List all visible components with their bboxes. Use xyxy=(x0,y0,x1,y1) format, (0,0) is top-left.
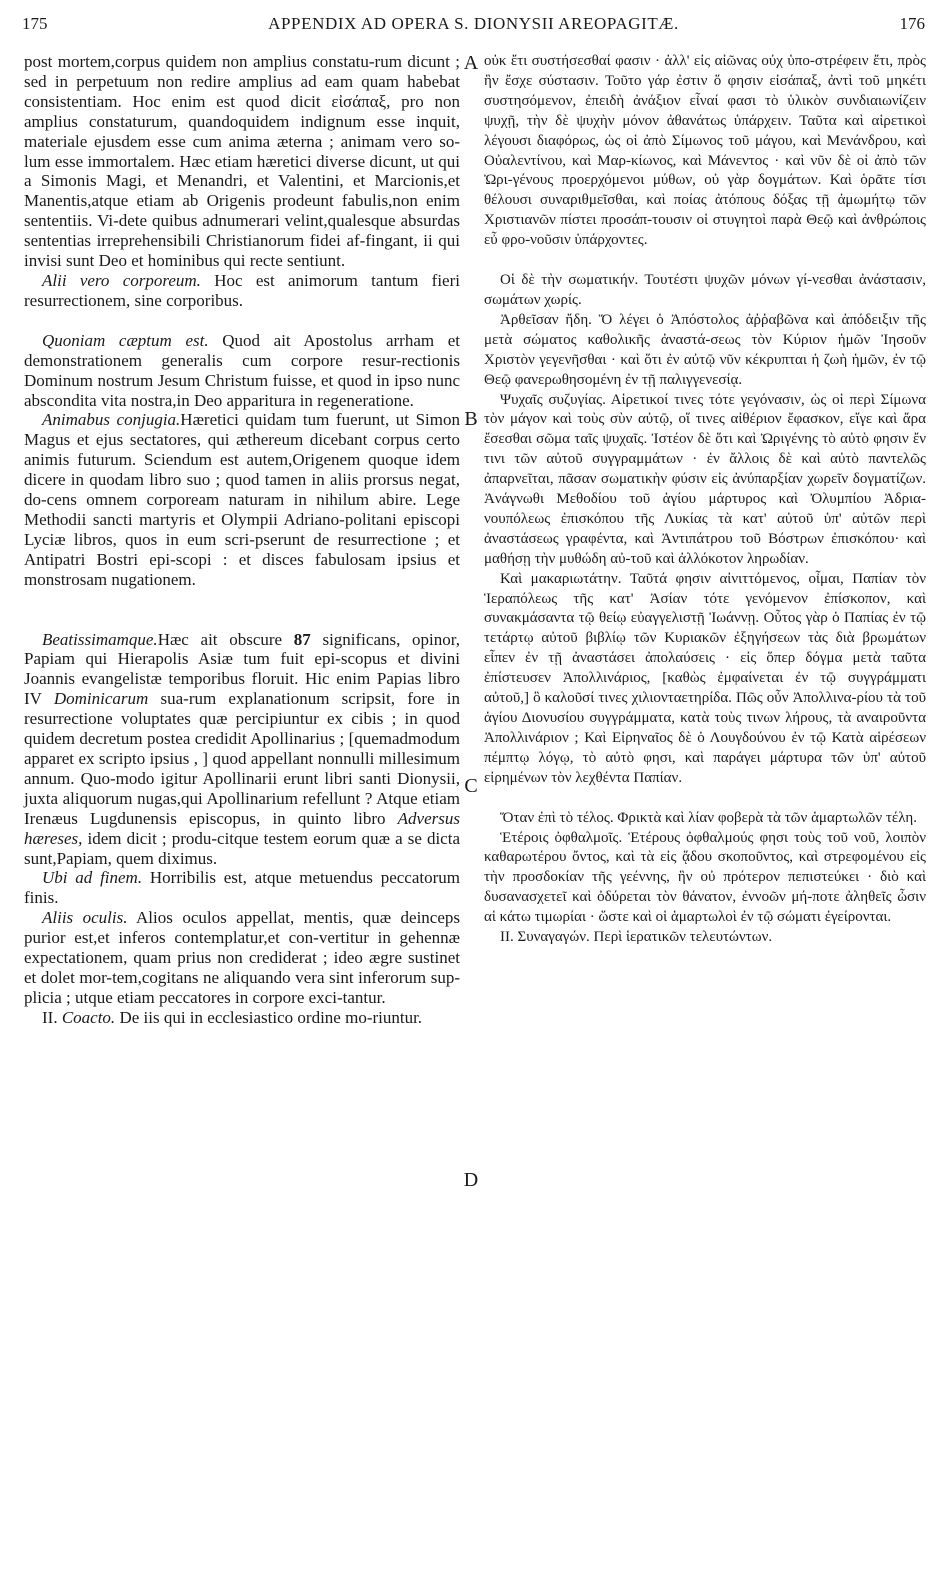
paragraph-text: Alios oculos appellat, mentis, quæ deinceps purior est,et inferos contemplatur,et con-vertitur in gehennæ expectationem, quam prius non crediderat ; ideo ægre sustinet et dolet mor-tem,cogitans ne aliquando vera sint inferorum sup-plicia ; utque etiam peccatores in corpore exci-tantur. xyxy=(24,908,460,1007)
book-title: Dominicarum xyxy=(53,689,149,709)
greek-paragraph: Ἑτέροις ὀφθαλμοῖς. Ἑτέρους ὀφθαλμούς φησι τοὺς τοῦ νοῦ, λοιπὸν καθαρωτέρου ὄντος, καὶ τὰ εἰς ᾅδου σκοποῦντος, καὶ στρεφομένου εἰς τὴν προσδοκίαν τῆς γεέννης, ἣν οὐ πρότερον πεπιστεύκει · διὸ καὶ δυσανασχετεῖ καὶ ὀδύρεται τὸν θάνατον, ἐννοῶν μή-ποτε ἀληθεῖς ὦσιν αἱ κάτω τιμωρίαι · ὥστε καὶ οἱ ἁμαρτωλοὶ ἐν τῷ σώματι ἐγείρονται. xyxy=(484,829,926,926)
paragraph-text: Hæc ait obscure xyxy=(157,629,294,649)
lemma: Alii vero corporeum. xyxy=(42,270,201,290)
greek-paragraph: Ψυχαῖς συζυγίας. Αἱρετικοί τινες τότε γεγόνασιν, ὡς οἱ περὶ Σίμωνα τὸν μάγον καὶ τοὺς σὺν αὐτῷ, οἵ τινες αἰθέριον ἔφασκον, εἴγε καὶ ἄρα ἔσεσθαι σῶμα ταῖς ψυχαῖς. Ἰστέον δὲ ὅτι καὶ Ὠριγένης τὸ αὐτὸ φησιν ἔν τινι τῶν αὐτοῦ συγγραμμάτων · ἐν ἄλλοις δὲ καὶ αὐτὸ παντελῶς ἀπαρνεῖται, πᾶσαν σωματικὴν φύσιν εἰς ἀνύπαρξίαν χωρεῖν δογματίζων. Ἀνάγνωθι Μεθοδίου τοῦ ἁγίου μάρτυρος καὶ Ὀλυμπίου Ἀδρια-νουπόλεως ἐπισκόπου τῆς Λυκίας τὰ κατ' αὐτοῦ ὑπ' αὐτῶν περὶ ἀναστάσεως γραφέντα, καὶ Ἀντιπάτρου τοῦ Βόστρων ἐπισκόπου· καὶ μαθήσῃ τὴν μυθώδη αὐ-τοῦ καὶ ἀλλόκοτον ληρωδίαν. xyxy=(484,391,926,567)
section-number: II. xyxy=(42,1007,58,1027)
greek-paragraph: Ὅταν ἐπὶ τὸ τέλος. Φρικτὰ καὶ λίαν φοβερὰ τὰ τῶν ἁμαρτωλῶν τέλη. xyxy=(500,809,917,826)
page-number-left: 175 xyxy=(22,14,48,33)
paragraph-text: Quod ait Apostolus arrham et demonstrationem generalis cum corpore resur-rectionis Dominum nostrum Jesum Christum fuisse, et quod in ipso nunc abscondita vita nostra,in Deo apparitura in regeneratione. xyxy=(24,330,460,410)
lemma: Ubi ad finem. xyxy=(42,868,143,888)
margin-marker-d: D xyxy=(463,1169,479,1191)
paragraph-text: De iis qui in ecclesiastico ordine mo-riuntur. xyxy=(115,1007,423,1027)
latin-paragraph xyxy=(24,410,460,589)
greek-paragraph: Οἱ δὲ τὴν σωματικήν. Τουτέστι ψυχῶν μόνων γί-νεσθαι ἀνάστασιν, σωμάτων χωρίς. xyxy=(484,272,926,308)
book-title: Adversus hæreses, xyxy=(24,808,460,848)
latin-paragraph xyxy=(24,271,460,311)
margin-marker-b: B xyxy=(464,408,478,430)
running-header xyxy=(22,14,925,38)
latin-paragraph xyxy=(24,630,460,869)
margin-marker-a: A xyxy=(463,52,479,74)
paragraph-text: Hoc est animorum tantum fieri resurrectionem, sine corporibus. xyxy=(24,270,460,310)
latin-column xyxy=(24,52,460,1028)
paragraph-text: significans, opinor, Papiam qui Hierapolis Asiæ tum fuit epi-scopus et divini Joannis evangelistæ temporibus floruit. Hic enim Papias libro IV xyxy=(24,629,460,709)
paragraph-text: Horribilis est, atque metuendus peccatorum finis. xyxy=(24,868,460,908)
paragraph-text: idem dicit ; produ-citque testem eorum quæ a se dicta sunt,Papiam, quem diximus. xyxy=(24,828,460,868)
lemma: Quoniam cæptum est. xyxy=(42,330,209,350)
lemma: Beatissimamque. xyxy=(42,629,158,649)
lemma: Animabus conjugia. xyxy=(42,410,181,430)
greek-paragraph: Καὶ μακαριωτάτην. Ταῦτά φησιν αἰνιττόμενος, οἶμαι, Παπίαν τὸν Ἱεραπόλεως τῆς κατ' Ἀσίαν τότε γενόμενον ἐπίσκοπον, καὶ συνακμάσαντα τῷ θείῳ εὐαγγελιστῇ Ἰωάννῃ. Οὗτος γὰρ ὁ Παπίας ἐν τῷ τετάρτῳ αὐτοῦ βιβλίῳ τῶν Κυριακῶν ἐξηγήσεων τὰς διὰ βρωμάτων εἶπεν ἐν τῇ ἀναστάσει ἀπολαύσεις · εἰς ὅπερ δόγμα μετὰ ταῦτα ἐπίστευσεν Ἀπολλινάριος, [καθὼς ἐμφαίνεται ἐν τῷ συγγράμματι αὐτοῦ,] ὃ καλοῦσί τινες χιλιονταετηρίδα. Πῶς οὖν Ἀπολλινα-ρίου τὰ τοῦ ἁγίου Διονυσίου συγγράμματα, κατὰ τοὺς τινων λήρους, τὰ αναιροῦντα Ἀπολλινάριον ; Καὶ Εἰρηναῖος δὲ ὁ Λουγδούνου ἐν τῷ Κατὰ αἱρέσεων πέμπτῳ λόγῳ, τὸ αὐτὸ φησι, καὶ παράγει μάρτυρα τῶν ὑπ' αὐτοῦ εἰρημένων τὸν λεχθέντα Παπίαν. xyxy=(484,570,926,786)
greek-column xyxy=(484,52,926,948)
latin-paragraph xyxy=(24,868,460,908)
paragraph-text: Hæretici quidam tum fuerunt, ut Simon Magus et ejus sectatores, qui æthereum dicebant corpus certo animis futurum. Sciendum est autem,Origenem quoque idem dicere in quodam libro suo ; quod tamen in aliis prorsus negat, do-cens omnem corpoream naturam in nihilum abire. Lege Methodii sancti martyris et Olympii Adriano-politani episcopi Lyciæ libros, quos in eum scri-pserunt de resurrectione ; et Antipatri Bostri epi-scopi : et disces fabulosam ipsius et monstrosam nugationem. xyxy=(24,410,460,589)
paragraph-text: sua-rum explanationum scripsit, fore in resurrectione voluptates quæ percipiuntur ex cibis ; in quod quidem decretum postea credidit Apollinarius ; [quemadmodum apparet ex scripto ipsius , ] quod appellant nonnulli millesimum annum. Quo-modo igitur Apollinarii erunt libri santi Dionysii, juxta aliquorum nugas,qui Apollinarium refellunt ? Atque etiam Irenæus Lugdunensis episcopus, in quinto libro xyxy=(24,689,460,828)
latin-paragraph xyxy=(24,331,460,411)
greek-paragraph: Ἀρθεῖσαν ἤδη. Ὅ λέγει ὁ Ἀπόστολος ἀῤῥαβῶνα καὶ ἀπόδειξιν τῆς μετὰ σώματος καθολικῆς ἀναστά-σεως τὸν Κύριον ἡμῶν Ἰησοῦν Χριστὸν γεγενῆσθαι · καὶ ὅτι ἐν αὐτῷ νῦν κέκρυπται ἡ ζωὴ ἡμῶν, ἐν τῷ Θεῷ φανερωθησομένη ἐν τῇ παλιγγενεσίᾳ. xyxy=(484,311,926,388)
lemma: Aliis oculis. xyxy=(42,908,128,928)
greek-paragraph: II. Συναγαγών. Περὶ ἱερατικῶν τελευτώντων. xyxy=(500,929,773,946)
margin-marker-c: C xyxy=(464,775,478,797)
latin-paragraph xyxy=(24,908,460,1008)
running-title: APPENDIX AD OPERA S. DIONYSII AREOPAGITÆ. xyxy=(268,14,679,33)
page-number-right: 176 xyxy=(899,14,925,33)
latin-paragraph: post mortem,corpus quidem non amplius constatu-rum dicunt ; sed in perpetuum non redire amplius ad eam quam habebat consistentiam. Hoc enim est quod dicit εἰσάπαξ, pro non amplius constaturum, quandoquidem indignum esse inquit, materiale ejusdem esse cum anima æterna ; animam vero so-lum esse immortalem. Hæc etiam hæretici diverse dicunt, ut qui a Simonis Magi, et Menandri, et Valentini, et Marcionis,et Manentis,atque etiam ab Origenis prodeunt fabulis,non enim sententiis. Vi-dete quibus adnumerari velint,qualesque absurdas sententias irreprehensibili Christianorum fidei af-fingant, ii qui invisi sunt Deo et hominibus qui recte sentiunt. xyxy=(24,52,460,271)
greek-paragraph: οὐκ ἔτι συστήσεσθαί φασιν · ἀλλ' εἰς αἰῶνας οὐχ ὑπο-στρέφειν ἔτι, πρὸς ἣν ἔσχε σύστασιν. Τοῦτο γάρ ἐστιν ὅ φησιν εἰσάπαξ, ἀντὶ τοῦ μηκέτι συστησόμενον, ἐπειδὴ ἀνάξιον εἶναί φασι τὸ ὑλικὸν συνδιαιωνίζειν ψυχῇ, τὴν δὲ ψυχὴν μόνον ἀθανάτως ὑπάρχειν. Ταῦτα καὶ αἱρετικοὶ λέγουσι διαφόρως, ὡς οἱ ἀπὸ Σίμωνος τοῦ μάγου, καὶ Μενάνδρου, καὶ Οὐαλεντίνου, καὶ Μαρ-κίωνος, καὶ Μάνεντος · καὶ νῦν δὲ οἱ ἀπὸ τῶν Ὠρι-γένους προερχόμενοι μύθων, οὐ γὰρ δογμάτων. Καὶ ὁρᾶτε τίσι θέλουσι συναριθμεῖσθαι, καὶ ποίας ἀτόπους δόξας τῇ ἀμωμήτῳ τῶν Χριστιανῶν πίστει προσάπ-τουσιν οἱ στυγητοὶ παρὰ Θεῷ καὶ ἀνθρώποις εὖ φρο-νοῦσιν ὑπάρχοντες. xyxy=(484,53,926,249)
margin-number: 87 xyxy=(293,629,311,649)
lemma: Coacto. xyxy=(61,1007,116,1027)
latin-paragraph xyxy=(24,1008,460,1028)
